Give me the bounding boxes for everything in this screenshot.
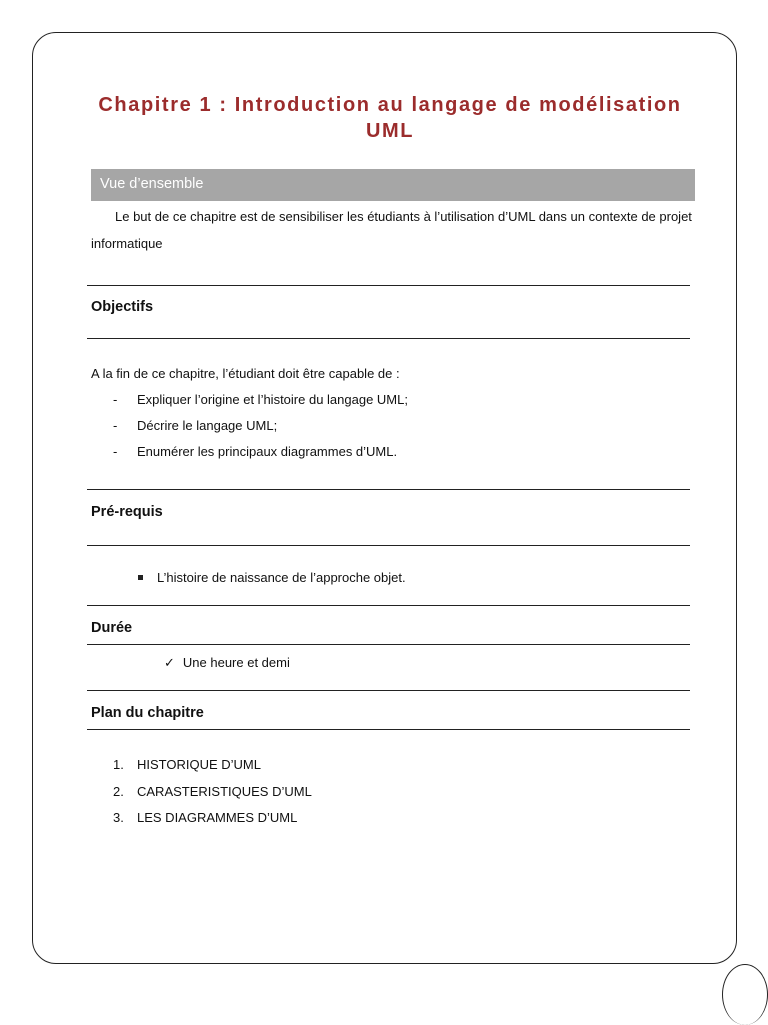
objectives-heading: Objectifs [91,299,154,315]
chapter-title [60,92,720,144]
dash-bullet: - [113,444,118,459]
plan-heading: Plan du chapitre [91,705,204,721]
divider [87,729,690,730]
overview-text: Le but de ce chapitre est de sensibiliser les étudiants à l’utilisation d’UML dans un contexte de projet informatique [91,209,692,251]
objective-text: Décrire le langage UML; [137,418,278,433]
divider [87,690,690,691]
divider [87,489,690,490]
list-item [113,418,408,444]
prerequisite-item [138,570,406,585]
checkmark-icon: ✓ [164,656,175,671]
chapter-title-line-2: UML [365,120,415,142]
square-bullet-icon [138,575,143,580]
plan-item-number: 1. [113,757,124,772]
plan-item-number: 3. [113,810,124,825]
divider [87,605,690,606]
plan-item-label: LES DIAGRAMMES D’UML [137,810,298,825]
objectives-list [113,392,408,470]
list-item [113,757,312,784]
list-item [113,810,312,837]
list-item [113,444,408,470]
divider [87,338,690,339]
overview-heading-bar [91,169,695,201]
divider [87,644,690,645]
overview-heading: Vue d’ensemble [100,176,204,192]
plan-item-label: CARASTERISTIQUES D’UML [137,783,312,799]
plan-item-label: HISTORIQUE D’UML [137,757,261,772]
objective-text: Enumérer les principaux diagrammes d’UML. [137,444,398,459]
objective-text: Expliquer l’origine et l’histoire du langage UML; [137,392,408,407]
divider [87,285,690,286]
dash-bullet: - [113,392,118,407]
plan-item-number: 2. [113,783,124,799]
plan-list [113,757,312,837]
duration-item [164,655,290,671]
page-corner-decoration [722,964,768,1025]
dash-bullet: - [113,418,118,433]
list-item [113,784,312,811]
divider [87,545,690,546]
chapter-title-line-1: Chapitre 1 : Introduction au langage de modélisation [98,94,682,116]
objectives-intro: A la fin de ce chapitre, l’étudiant doit être capable de : [91,366,400,381]
prerequisites-heading: Pré-requis [91,504,163,520]
prerequisite-text: L’histoire de naissance de l’approche objet. [157,570,406,585]
duration-value: Une heure et demi [182,655,290,670]
duration-heading: Durée [91,620,133,636]
list-item [113,392,408,418]
